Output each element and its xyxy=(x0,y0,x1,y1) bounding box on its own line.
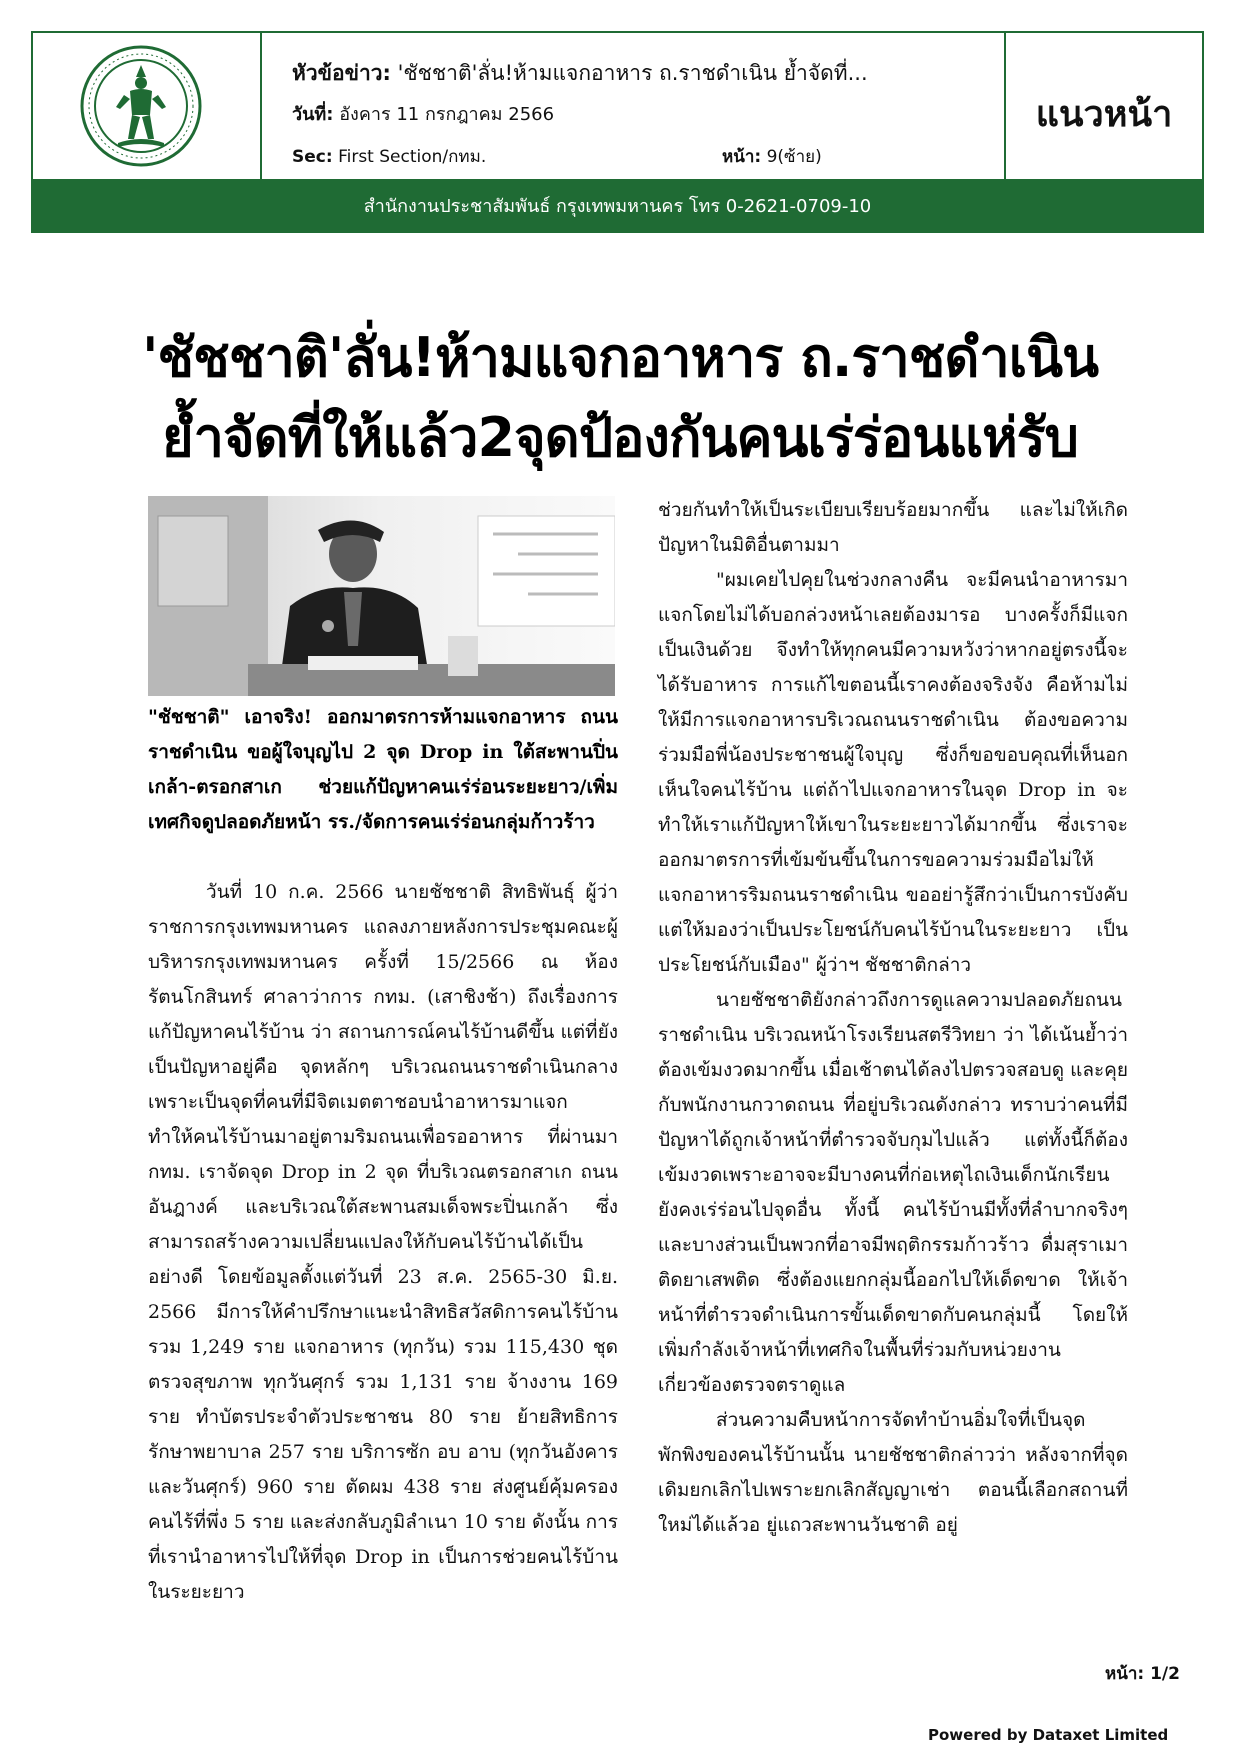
date-label: วันที่: xyxy=(292,104,334,125)
section-label: Sec: xyxy=(292,147,333,167)
section-value: First Section/กทม. xyxy=(338,147,487,167)
headline-line-2: ย้ำจัดที่ให้แล้ว2จุดป้องกันคนเร่ร่อนแห่รับ xyxy=(162,406,1078,469)
press-conference-photo xyxy=(148,496,615,696)
body-paragraph: ส่วนความคืบหน้าการจัดทำบ้านอิ่มใจที่เป็นจุดพักพิงของคนไร้บ้านนั้น นายชัชชาติกล่าวว่า หลังจากที่จุดเดิมยกเลิกไปเพราะยกเลิกสัญญาเช่า ตอนนี้เลือกสถานที่ใหม่ได้แล้วอ ยู่แถวสะพานวันชาติ อยู่ xyxy=(658,1409,1128,1536)
bangkok-seal-logo xyxy=(80,45,202,167)
page-meta xyxy=(722,143,822,170)
headline-meta xyxy=(292,57,868,90)
article-lead: "ชัชชาติ" เอาจริง! ออกมาตรการห้ามแจกอาหาร ถนนราชดำเนิน ขอผู้ใจบุญไป 2 จุด Drop in ใต้สะพานปิ่นเกล้า-ตรอกสาเก ช่วยแก้ปัญหาคนเร่ร่อนระยะยาว/เพิ่มเทศกิจดูปลอดภัยหน้า รร./จัดการคนเร่ร่อนกลุ่มก้าวร้าว xyxy=(148,706,618,833)
headline-meta-value: 'ชัชชาติ'ลั่น!ห้ามแจกอาหาร ถ.ราชดำเนิน ย้ำจัดที่... xyxy=(397,61,868,85)
contact-bar: สำนักงานประชาสัมพันธ์ กรุงเทพมหานคร โทร 0-2621-0709-10 xyxy=(31,181,1204,233)
body-paragraph: นายชัชชาติยังกล่าวถึงการดูแลความปลอดภัยถนนราชดำเนิน บริเวณหน้าโรงเรียนสตรีวิทยา ว่า ได้เน้นย้ำว่าต้องเข้มงวดมากขึ้น เมื่อเช้าตนได้ลงไปตรวจสอบดู และคุยกับพนักงานกวาดถนน ที่อยู่บริเวณดังกล่าว ทราบว่าคนที่มีปัญหาได้ถูกเจ้าหน้าที่ตำรวจจับกุมไปแล้ว แต่ทั้งนี้ก็ต้องเข้มงวดเพราะอาจจะมีบางคนที่ก่อเหตุไถเงินเด็กนักเรียน ยังคงเร่ร่อนไปจุดอื่น ทั้งนี้ คนไร้บ้านมีทั้งที่ลำบากจริงๆ และบางส่วนเป็นพวกที่อาจมีพฤติกรรมก้าวร้าว ดื่มสุราเมาติดยาเสพติด ซึ่งต้องแยกกลุ่มนี้ออกไปให้เด็ดขาด ให้เจ้าหน้าที่ตำรวจดำเนินการขั้นเด็ดขาดกับคนกลุ่มนี้ โดยให้เพิ่มกำลังเจ้าหน้าที่เทศกิจในพื้นที่ร่วมกับหน่วยงานเกี่ยวข้องตรวจตราดูแล xyxy=(658,989,1129,1396)
page-label: หน้า: xyxy=(722,147,762,167)
body-paragraph: ช่วยกันทำให้เป็นระเบียบเรียบร้อยมากขึ้น และไม่ให้เกิดปัญหาในมิติอื่นตามมา xyxy=(658,499,1128,556)
date-value: อังคาร 11 กรกฎาคม 2566 xyxy=(339,104,555,125)
headline-line-1: 'ชัชชาติ'ลั่น!ห้ามแจกอาหาร ถ.ราชดำเนิน xyxy=(141,326,1099,389)
page-number: หน้า: 1/2 xyxy=(1105,1664,1180,1684)
clipping-meta xyxy=(262,33,1004,179)
article-column-right xyxy=(658,493,1128,1543)
powered-by: Powered by Dataxet Limited xyxy=(928,1726,1169,1744)
page-value: 9(ซ้าย) xyxy=(766,147,822,167)
publication-cell xyxy=(1004,33,1204,179)
news-clipping-header xyxy=(31,31,1204,181)
publication-name: แนวหน้า xyxy=(1035,94,1173,135)
body-paragraph: วันที่ 10 ก.ค. 2566 นายชัชชาติ สิทธิพันธุ์ ผู้ว่าราชการกรุงเทพมหานคร แถลงภายหลังการประชุมคณะผู้บริหารกรุงเทพมหานคร ครั้งที่ 15/2566 ณ ห้องรัตนโกสินทร์ ศาลาว่าการ กทม. (เสาชิงช้า) ถึงเรื่องการแก้ปัญหาคนไร้บ้าน ว่า สถานการณ์คนไร้บ้านดีขึ้น แต่ที่ยังเป็นปัญหาอยู่คือ จุดหลักๆ บริเวณถนนราชดำเนินกลาง เพราะเป็นจุดที่คนที่มีจิตเมตตาชอบนำอาหารมาแจก ทำให้คนไร้บ้านมาอยู่ตามริมถนนเพื่อรออาหาร ที่ผ่านมา กทม. เราจัดจุด Drop in 2 จุด ที่บริเวณตรอกสาเก ถนนอันฎางค์ และบริเวณใต้สะพานสมเด็จพระปิ่นเกล้า ซึ่งสามารถสร้างความเปลี่ยนแปลงให้กับคนไร้บ้านได้เป็นอย่างดี โดยข้อมูลตั้งแต่วันที่ 23 ส.ค. 2565-30 มิ.ย. 2566 มีการให้คำปรึกษาแนะนำสิทธิสวัสดิการคนไร้บ้าน รวม 1,249 ราย แจกอาหาร (ทุกวัน) รวม 115,430 ชุด ตรวจสุขภาพ ทุกวันศุกร์ รวม 1,131 ราย จ้างงาน 169 ราย ทำบัตรประจำตัวประชาชน 80 ราย ย้ายสิทธิการรักษาพยาบาล 257 ราย บริการซัก อบ อาบ (ทุกวันอังคารและวันศุกร์) 960 ราย ตัดผม 438 ราย ส่งศูนย์คุ้มครองคนไร้ที่พึ่ง 5 ราย และส่งกลับภูมิลำเนา 10 ราย ดังนั้น การที่เรานำอาหารไปให้ที่จุด Drop in เป็นการช่วยคนไร้บ้านในระยะยาว xyxy=(148,881,618,1603)
article-photo xyxy=(148,496,615,696)
logo-cell xyxy=(33,33,262,179)
article-column-left xyxy=(148,875,618,1610)
headline-meta-label: หัวข้อข่าว: xyxy=(292,61,391,85)
date-meta xyxy=(292,99,554,128)
article-headline xyxy=(70,318,1170,478)
body-paragraph: "ผมเคยไปคุยในช่วงกลางคืน จะมีคนนำอาหารมาแจกโดยไม่ได้บอกล่วงหน้าเลยต้องมารอ บางครั้งก็มีแจกเป็นเงินด้วย จึงทำให้ทุกคนมีความหวังว่าหากอยู่ตรงนี้จะได้รับอาหาร การแก้ไขตอนนี้เราคงต้องจริงจัง คือห้ามไม่ให้มีการแจกอาหารบริเวณถนนราชดำเนิน ต้องขอความร่วมมือพี่น้องประชาชนผู้ใจบุญ ซึ่งก็ขอขอบคุณที่เห็นอกเห็นใจคนไร้บ้าน แต่ถ้าไปแจกอาหารในจุด Drop in จะทำให้เราแก้ปัญหาให้เขาในระยะยาวได้มากขึ้น ซึ่งเราจะออกมาตรการที่เข้มข้นขึ้นในการขอความร่วมมือไม่ให้แจกอาหารริมถนนราชดำเนิน ขออย่ารู้สึกว่าเป็นการบังคับแต่ให้มองว่าเป็นประโยชน์กับคนไร้บ้านในระยะยาว เป็นประโยชน์กับเมือง" ผู้ว่าฯ ชัชชาติกล่าว xyxy=(658,569,1128,976)
section-meta xyxy=(292,143,486,170)
